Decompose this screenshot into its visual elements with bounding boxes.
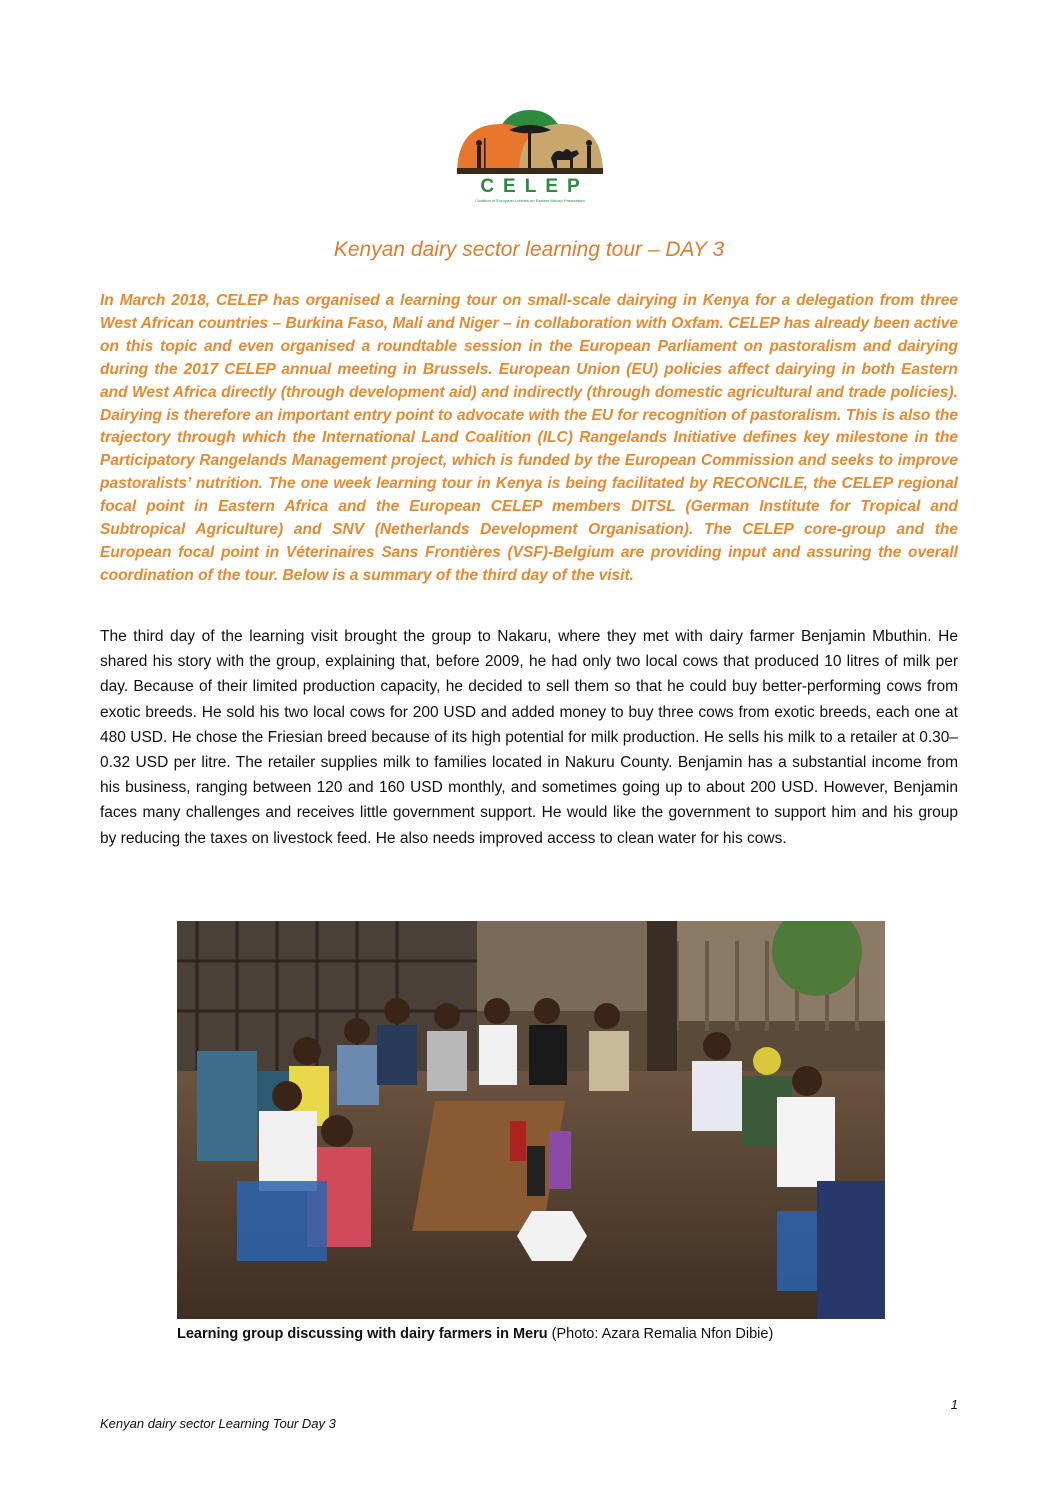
logo-wordmark: CELEP [480, 176, 589, 197]
group-photo [177, 921, 885, 1319]
celep-emblem-icon [455, 106, 605, 178]
page-footer: Kenyan dairy sector Learning Tour Day 3 [100, 1416, 336, 1431]
logo-tagline: Coalition of European Lobbies on Eastern African Pastoralism [475, 198, 585, 203]
body-paragraph: The third day of the learning visit brought the group to Nakaru, where they met with dairy farmer Benjamin Mbuthin. He shared his story with the group, explaining that, before 2009, he had only two local cows that produced 10 litres of milk per day. Because of their limited production capacity, he decided to sell them so that he could buy better-performing cows from exotic breeds. He sold his two local cows for 200 USD and added money to buy three cows from exotic breeds, each one at 480 USD. He chose the Friesian breed because of its high potential for milk production. He sells his milk to a retailer at 0.30–0.32 USD per litre. The retailer supplies milk to families located in Nakuru County. Benjamin has a substantial income from his business, ranging between 120 and 160 USD monthly, and sometimes going up to about 200 USD. However, Benjamin faces many challenges and receives little government support. He would like the government to support him and his group by reducing the taxes on livestock feed. He also needs improved access to clean water for his cows. [100, 628, 958, 847]
photo-caption [177, 1326, 977, 1342]
caption-title: Learning group discussing with dairy farmers in Meru [177, 1326, 548, 1342]
caption-credit: (Photo: Azara Remalia Nfon Dibie) [547, 1326, 774, 1342]
intro-paragraph: In March 2018, CELEP has organised a learning tour on small-scale dairying in Kenya for a delegation from three West African countries – Burkina Faso, Mali and Niger – in collaboration with Oxfam. CELEP has already been active on this topic and even organised a roundtable session in the European Parliament on pastoralism and dairying during the 2017 CELEP annual meeting in Brussels. European Union (EU) policies affect dairying in both Eastern and West Africa directly (through development aid) and indirectly (through domestic agricultural and trade policies). Dairying is therefore an important entry point to advocate with the EU for recognition of pastoralism. This is also the trajectory through which the International Land Coalition (ILC) Rangelands Initiative defines key milestone in the Participatory Rangelands Management project, which is funded by the European Commission and seeks to improve pastoralists’ nutrition. The one week learning tour in Kenya is being facilitated by RECONCILE, the CELEP regional focal point in Eastern Africa and the European CELEP members DITSL (German Institute for Tropical and Subtropical Agriculture) and SNV (Netherlands Development Organisation). The CELEP core-group and the European focal point in Véterinaires Sans Frontières (VSF)-Belgium are providing input and assuring the overall coordination of the tour. Below is a summary of the third day of the visit. [100, 292, 958, 584]
page-title: Kenyan dairy sector learning tour – DAY 3 [333, 238, 725, 261]
page-number: 1 [950, 1397, 958, 1412]
celep-logo [455, 106, 605, 206]
photo-image [177, 921, 885, 1319]
